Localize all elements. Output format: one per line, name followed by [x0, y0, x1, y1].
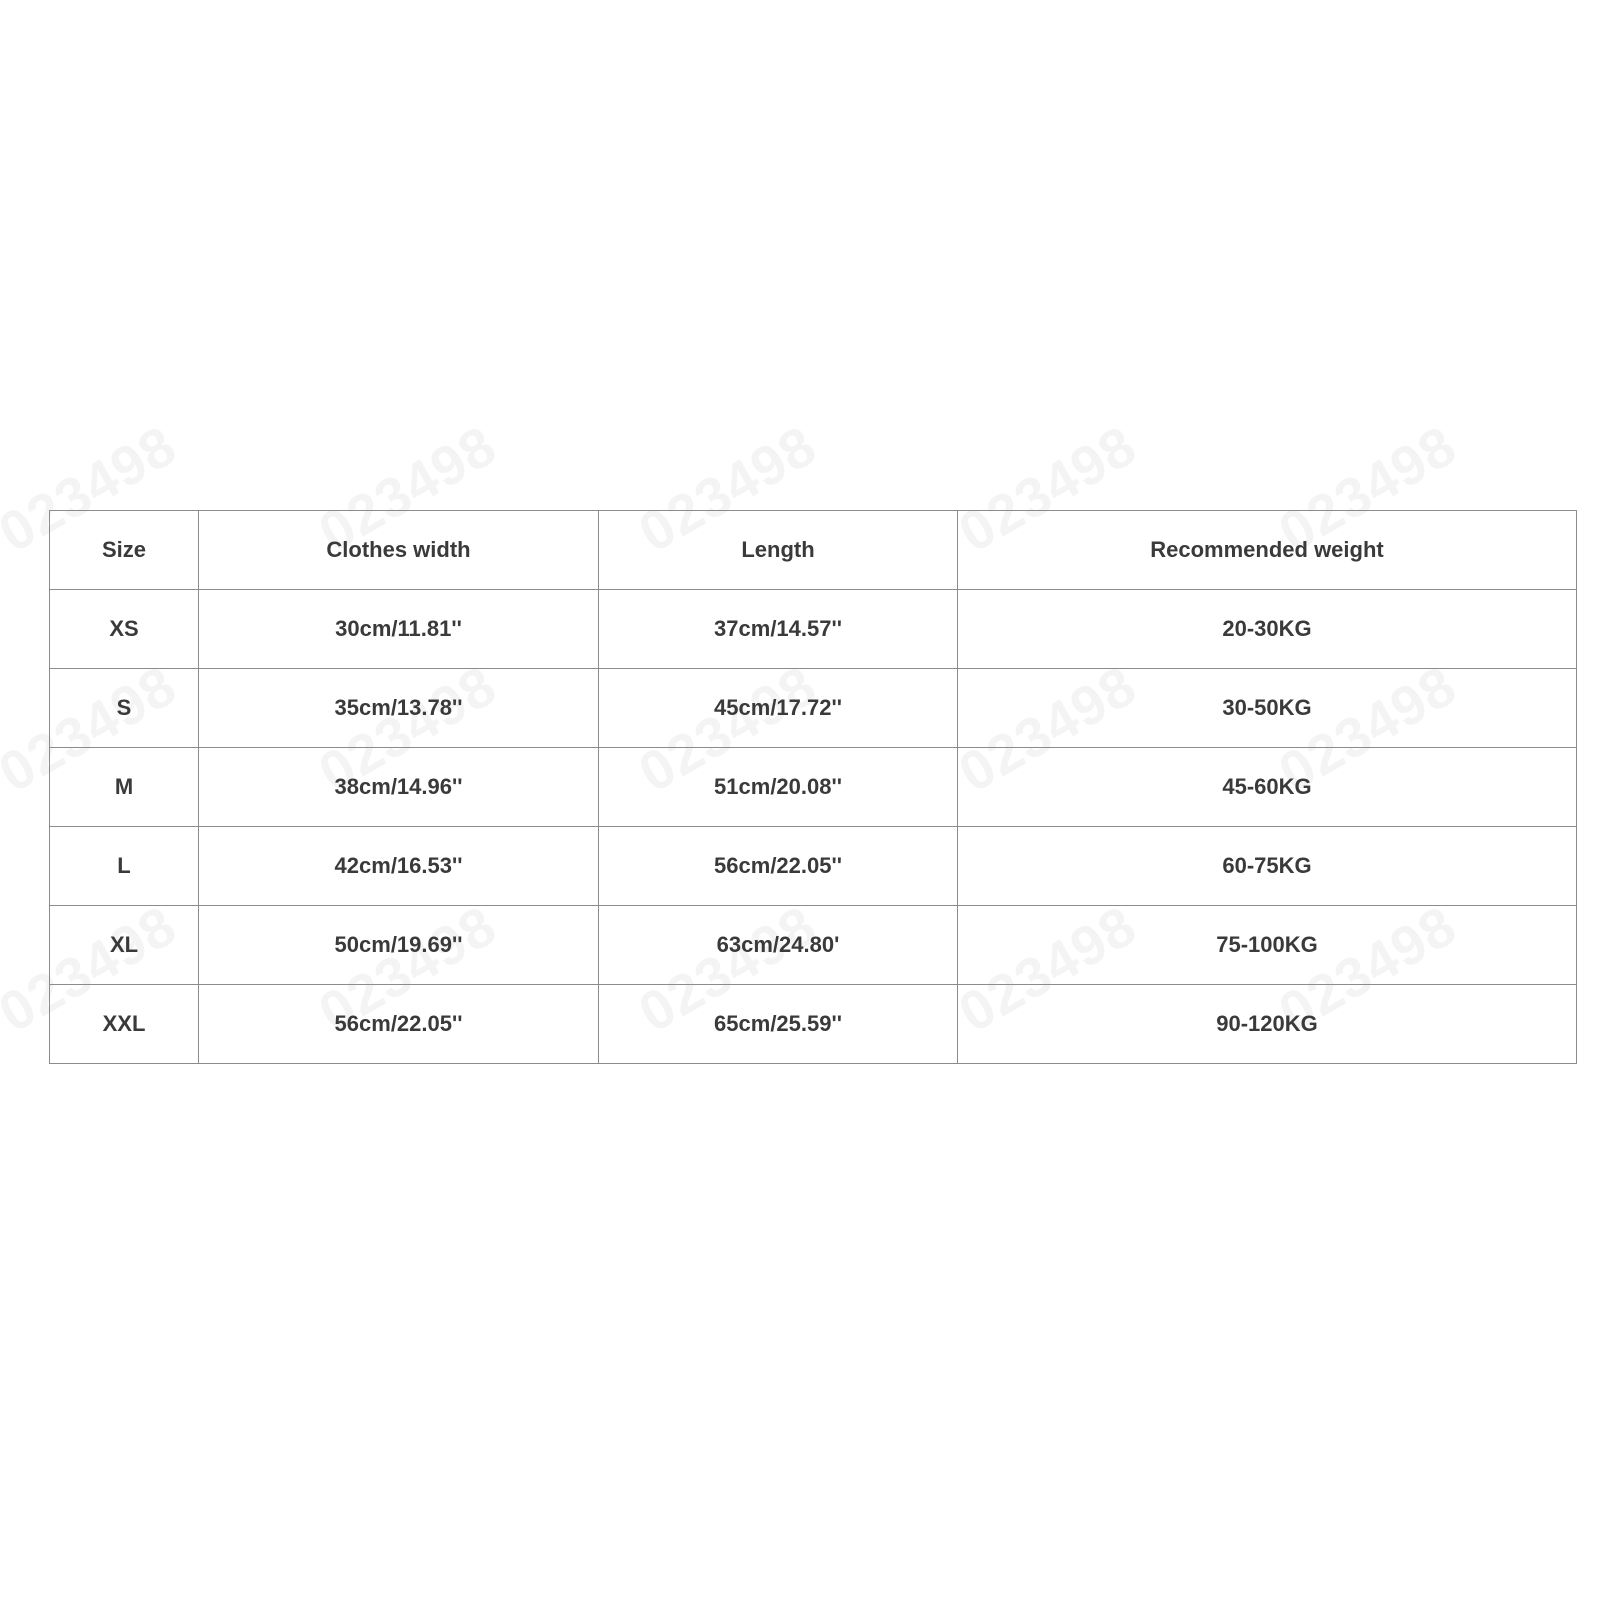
cell-size: XXL — [50, 985, 199, 1064]
cell-size: M — [50, 748, 199, 827]
table-row — [50, 827, 1577, 906]
header-size: Size — [50, 511, 199, 590]
header-recommended-weight: Recommended weight — [958, 511, 1577, 590]
cell-recommended-weight: 90-120KG — [958, 985, 1577, 1064]
cell-clothes-width: 35cm/13.78'' — [199, 669, 599, 748]
cell-size: XL — [50, 906, 199, 985]
cell-recommended-weight: 60-75KG — [958, 827, 1577, 906]
header-length: Length — [599, 511, 958, 590]
cell-length: 51cm/20.08'' — [599, 748, 958, 827]
cell-length: 63cm/24.80' — [599, 906, 958, 985]
cell-recommended-weight: 30-50KG — [958, 669, 1577, 748]
cell-size: S — [50, 669, 199, 748]
cell-length: 37cm/14.57'' — [599, 590, 958, 669]
cell-clothes-width: 38cm/14.96'' — [199, 748, 599, 827]
cell-size: L — [50, 827, 199, 906]
header-row — [50, 511, 1577, 590]
cell-size: XS — [50, 590, 199, 669]
table-row — [50, 985, 1577, 1064]
cell-recommended-weight: 75-100KG — [958, 906, 1577, 985]
cell-clothes-width: 56cm/22.05'' — [199, 985, 599, 1064]
cell-length: 45cm/17.72'' — [599, 669, 958, 748]
table-row — [50, 669, 1577, 748]
cell-length: 65cm/25.59'' — [599, 985, 958, 1064]
size-chart-table — [49, 510, 1577, 1064]
cell-clothes-width: 30cm/11.81'' — [199, 590, 599, 669]
cell-clothes-width: 50cm/19.69'' — [199, 906, 599, 985]
table-row — [50, 590, 1577, 669]
cell-clothes-width: 42cm/16.53'' — [199, 827, 599, 906]
cell-length: 56cm/22.05'' — [599, 827, 958, 906]
table-row — [50, 748, 1577, 827]
cell-recommended-weight: 45-60KG — [958, 748, 1577, 827]
header-clothes-width: Clothes width — [199, 511, 599, 590]
table-row — [50, 906, 1577, 985]
cell-recommended-weight: 20-30KG — [958, 590, 1577, 669]
